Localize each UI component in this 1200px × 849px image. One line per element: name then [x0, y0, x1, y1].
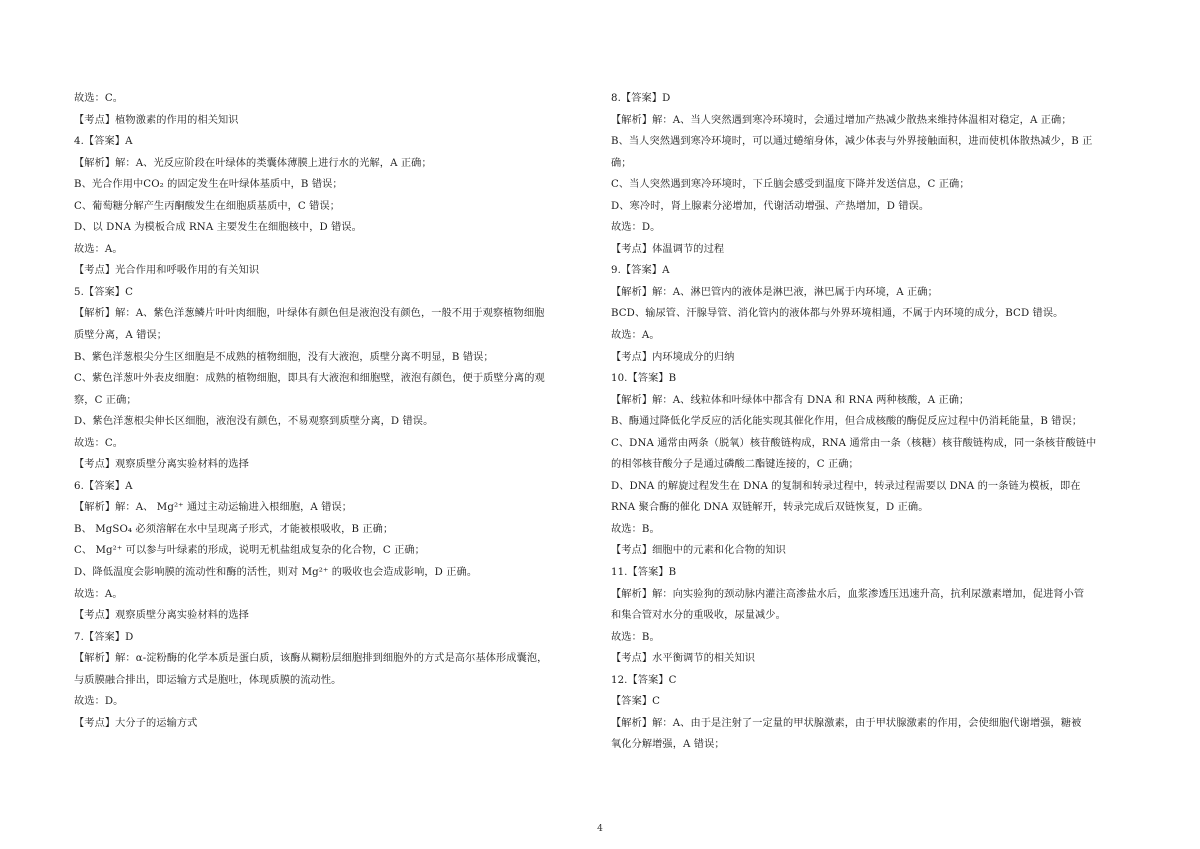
text-line: 氧化分解增强，A 错误；	[611, 739, 725, 751]
text-line: 【考点】观察质壁分离实验材料的选择	[74, 610, 249, 622]
text-line: B、光合作用中CO₂ 的固定发生在叶绿体基质中，B 错误；	[74, 179, 343, 191]
text-line: 的相邻核苷酸分子是通过磷酸二酯键连接的，C 正确；	[611, 459, 859, 471]
text-line: 【考点】体温调节的过程	[611, 243, 725, 255]
text-line: 6.【答案】A	[74, 480, 133, 492]
text-line: 【解析】解：A、光反应阶段在叶绿体的类囊体薄膜上进行水的光解，A 正确；	[74, 157, 432, 169]
text-line: 故选：A。	[74, 588, 123, 600]
text-line: 【考点】大分子的运输方式	[74, 717, 198, 729]
text-line: 【答案】C	[611, 696, 661, 708]
text-line: D、紫色洋葱根尖伸长区细胞，液泡没有颜色，不易观察到质壁分离，D 错误。	[74, 416, 434, 428]
text-line: D、DNA 的解旋过程发生在 DNA 的复制和转录过程中，转录过程需要以 DNA 的一条链为模板，即在	[611, 480, 1081, 492]
text-line: C、葡萄糖分解产生丙酮酸发生在细胞质基质中，C 错误；	[74, 200, 341, 212]
text-line: B、当人突然遇到寒冷环境时，可以通过蜷缩身体，减少体表与外界接触面积，进而使机体散热减少，B 正	[611, 136, 1093, 148]
text-line: 【考点】光合作用和呼吸作用的有关知识	[74, 265, 260, 277]
text-line: B、 MgSO₄ 必须溶解在水中呈现离子形式，才能被根吸收，B 正确；	[74, 523, 394, 535]
text-line: 故选：D。	[74, 696, 124, 708]
text-line: 【解析】解：A、紫色洋葱鳞片叶叶肉细胞，叶绿体有颜色但是液泡没有颜色，一般不用于观察植物细胞	[74, 308, 545, 320]
left-column	[74, 88, 589, 734]
text-line: 10.【答案】B	[611, 373, 677, 385]
text-line: 【考点】植物激素的作用的相关知识	[74, 114, 239, 126]
text-line: 【解析】解：α-淀粉酶的化学本质是蛋白质，该酶从糊粉层细胞排到细胞外的方式是高尔基体形成囊泡，	[74, 653, 548, 665]
text-line: 【解析】解：A、 Mg²⁺ 通过主动运输进入根细胞，A 错误；	[74, 502, 353, 514]
text-line: 【考点】观察质壁分离实验材料的选择	[74, 459, 249, 471]
text-line: 【考点】内环境成分的归纳	[611, 351, 735, 363]
text-line: RNA 聚合酶的催化 DNA 双链解开，转录完成后双链恢复，D 正确。	[611, 502, 929, 514]
text-line: 察，C 正确；	[74, 394, 137, 406]
text-line: 质壁分离，A 错误；	[74, 330, 168, 342]
text-line: BCD、输尿管、汗腺导管、消化管内的液体都与外界环境相通，不属于内环境的成分，BCD 错误。	[611, 308, 1064, 320]
text-line: 8.【答案】D	[611, 93, 671, 104]
text-line: 故选：A。	[611, 330, 660, 342]
text-line: 11.【答案】B	[611, 567, 677, 579]
text-line: 【考点】细胞中的元素和化合物的知识	[611, 545, 786, 557]
text-line: 【解析】解：A、由于是注射了一定量的甲状腺激素，由于甲状腺激素的作用，会使细胞代谢增强，糖被	[611, 717, 1082, 729]
text-line: C、当人突然遇到寒冷环境时，下丘脑会感受到温度下降并发送信息，C 正确；	[611, 179, 970, 191]
text-line: 故选：B。	[611, 523, 660, 535]
text-line: D、降低温度会影响膜的流动性和酶的活性，则对 Mg²⁺ 的吸收也会造成影响，D 正确。	[74, 567, 478, 579]
text-line: 【解析】解：A、淋巴管内的液体是淋巴液，淋巴属于内环境，A 正确；	[611, 286, 938, 298]
text-line: D、寒冷时，肾上腺素分泌增加，代谢活动增强、产热增加，D 错误。	[611, 200, 930, 212]
text-line: D、以 DNA 为模板合成 RNA 主要发生在细胞核中，D 错误。	[74, 222, 362, 234]
text-line: 故选：A。	[74, 243, 123, 255]
text-line: 故选：C。	[74, 437, 124, 449]
text-line: B、紫色洋葱根尖分生区细胞是不成熟的植物细胞，没有大液泡，质壁分离不明显，B 错误；	[74, 351, 494, 363]
text-line: 【解析】解：向实验狗的颈动脉内灌注高渗盐水后，血浆渗透压迅速升高，抗利尿激素增加，促进肾小管	[611, 588, 1085, 600]
text-line: 【考点】水平衡调节的相关知识	[611, 653, 756, 665]
text-line: B、酶通过降低化学反应的活化能实现其催化作用，但合成核酸的酶促反应过程中仍消耗能量，B 错误；	[611, 416, 1083, 428]
text-line: 和集合管对水分的重吸收，尿量减少。	[611, 610, 786, 622]
text-line: 12.【答案】C	[611, 674, 677, 686]
text-line: 【解析】解：A、当人突然遇到寒冷环境时，会通过增加产热减少散热来维持体温相对稳定，A 正确；	[611, 114, 1072, 126]
text-line: 5.【答案】C	[74, 286, 133, 298]
text-line: 确；	[611, 157, 632, 169]
text-line: 故选：C。	[74, 93, 124, 104]
text-line: 4.【答案】A	[74, 136, 133, 148]
text-line: 9.【答案】A	[611, 265, 670, 277]
text-line: 与质膜融合排出，即运输方式是胞吐，体现质膜的流动性。	[74, 674, 342, 686]
page-number: 4	[597, 824, 603, 834]
text-line: C、DNA 通常由两条（脱氧）核苷酸链构成，RNA 通常由一条（核糖）核苷酸链构成，同一条核苷酸链中	[611, 437, 1097, 449]
text-line: C、 Mg²⁺ 可以参与叶绿素的形成，说明无机盐组成复杂的化合物，C 正确；	[74, 545, 425, 557]
text-line: 【解析】解：A、线粒体和叶绿体中都含有 DNA 和 RNA 两种核酸，A 正确；	[611, 394, 970, 406]
text-line: 故选：D。	[611, 222, 661, 234]
text-line: 故选：B。	[611, 631, 660, 643]
text-line: 7.【答案】D	[74, 631, 134, 643]
text-line: C、紫色洋葱叶外表皮细胞：成熟的植物细胞，即具有大液泡和细胞壁，液泡有颜色，便于质壁分离的观	[74, 373, 545, 385]
right-column	[611, 88, 1131, 756]
